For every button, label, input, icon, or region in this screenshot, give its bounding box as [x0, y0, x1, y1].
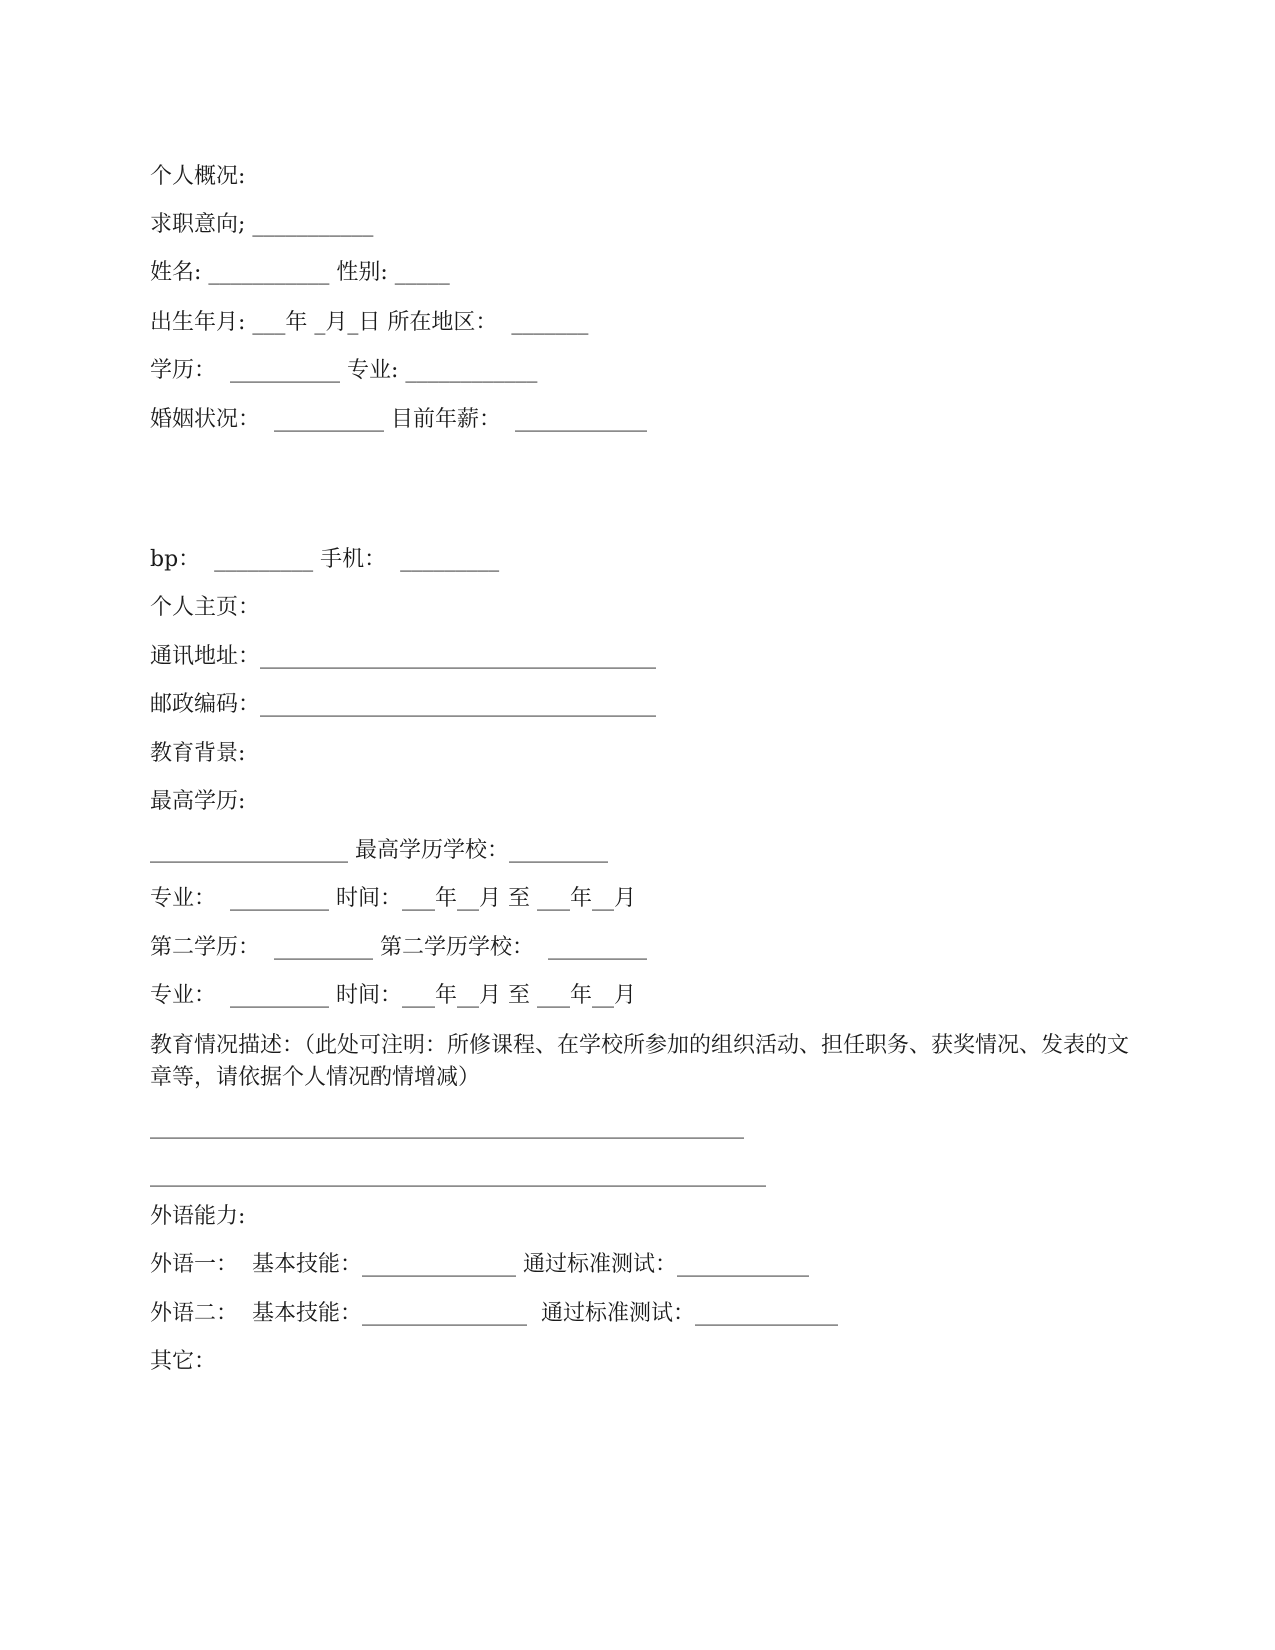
name-gender-line: 姓名: ___________ 性别: _____ [150, 260, 450, 285]
job-intention-line: 求职意向; ___________ [150, 212, 374, 237]
blank-line-2: ________________________________________________________ [150, 1162, 766, 1187]
major-time-line-1: 专业： _________ 时间：___年__月 至 ___年__月 [150, 886, 636, 911]
address-line: 通讯地址：____________________________________ [150, 644, 657, 669]
homepage-line: 个人主页： [150, 595, 261, 620]
language-two-line: 外语二： 基本技能：_______________ 通过标准测试：_____________ [150, 1301, 838, 1326]
major-time-line-2: 专业： _________ 时间：___年__月 至 ___年__月 [150, 983, 636, 1008]
education-major-line: 学历： __________ 专业: ____________ [150, 358, 538, 383]
bp-phone-line: bp： _________ 手机： _________ [150, 547, 500, 572]
second-degree-line: 第二学历： _________ 第二学历学校： _________ [150, 935, 647, 960]
marital-salary-line: 婚姻状况： __________ 目前年薪： ____________ [150, 407, 647, 432]
postcode-line: 邮政编码：____________________________________ [150, 692, 657, 717]
highest-degree-school-line: __________________ 最高学历学校：_________ [150, 838, 608, 863]
language-one-line: 外语一： 基本技能：______________ 通过标准测试：____________ [150, 1252, 809, 1277]
blank-line-1: ______________________________________________________ [150, 1114, 744, 1139]
section-heading-education: 教育背景: [150, 741, 246, 766]
section-heading-personal: 个人概况: [150, 164, 246, 189]
birth-region-line: 出生年月: ___年 _月_日 所在地区： _______ [150, 310, 589, 335]
highest-degree-heading: 最高学历: [150, 789, 246, 814]
section-heading-language: 外语能力: [150, 1204, 246, 1229]
education-description: 教育情况描述：（此处可注明：所修课程、在学校所参加的组织活动、担任职务、获奖情况、发表的文章等，请依据个人情况酌情增减） [150, 1033, 1130, 1090]
section-heading-other: 其它： [150, 1349, 217, 1374]
